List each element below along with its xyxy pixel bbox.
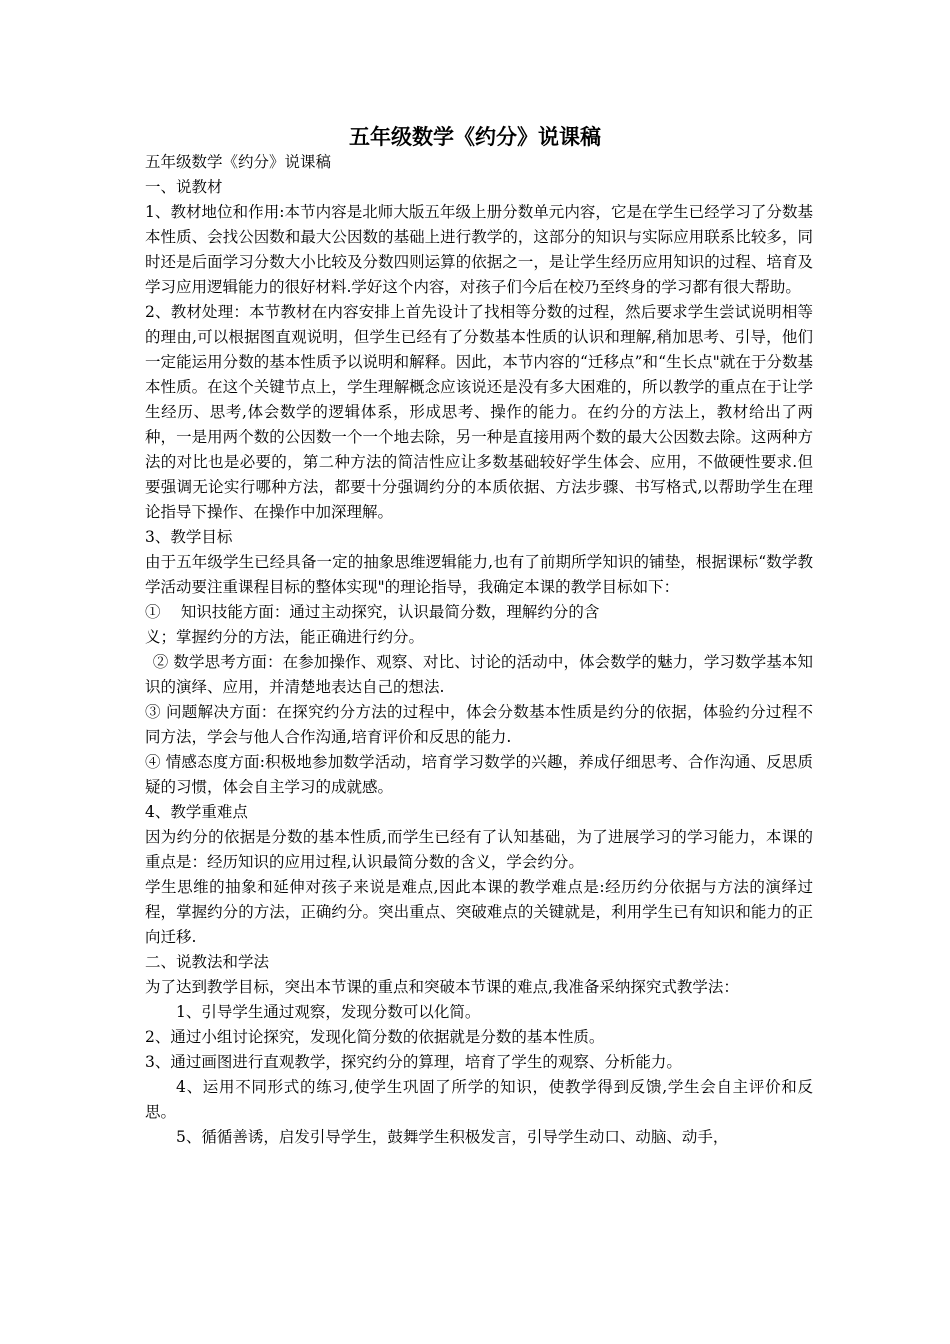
goal-item-2: ② 数学思考方面：在参加操作、观察、对比、讨论的活动中，体会数学的魅力，学习数学基本知识的演绎、应用，并清楚地表达自己的想法. [145, 653, 813, 696]
method-item-4: 4、运用不同形式的练习,使学生巩固了所学的知识，使教学得到反馈,学生会自主评价和反思。 [145, 1078, 813, 1121]
heading-key-points: 4、教学重难点 [145, 803, 248, 821]
method-item-2: 2、通过小组讨论探究，发现化简分数的依据就是分数的基本性质。 [145, 1028, 605, 1046]
goal-item-4: ④ 情感态度方面:积极地参加数学活动，培育学习数学的兴趣，养成仔细思考、合作沟通、反思质疑的习惯，体会自主学习的成就感。 [145, 753, 813, 796]
section-heading-methods: 二、说教法和学法 [145, 953, 270, 971]
heading-teaching-goals: 3、教学目标 [145, 528, 233, 546]
goal-item-1-continued: 义；掌握约分的方法，能正确进行约分。 [145, 628, 425, 646]
document-body [145, 150, 813, 1150]
section-heading-teaching-material: 一、说教材 [145, 178, 223, 196]
method-item-5: 5、循循善诱，启发引导学生，鼓舞学生积极发言，引导学生动口、动脑、动手， [176, 1128, 729, 1146]
goal-item-3: ③ 问题解决方面：在探究约分方法的过程中，体会分数基本性质是约分的依据，体验约分过程不同方法，学会与他人合作沟通,培育评价和反思的能力. [145, 703, 813, 746]
document-title: 五年级数学《约分》说课稿 [349, 125, 601, 149]
paragraph-goals-intro: 由于五年级学生已经具备一定的抽象思维逻辑能力,也有了前期所学知识的铺垫，根据课标“数学教学活动要注重课程目标的整体实现"的理论指导，我确定本课的教学目标如下： [145, 553, 813, 596]
paragraph-difficulties: 学生思维的抽象和延伸对孩子来说是难点,因此本课的教学难点是:经历约分依据与方法的演绎过程，掌握约分的方法，正确约分。突出重点、突破难点的关键就是，利用学生已有知识和能力的正向迁移. [145, 878, 813, 946]
goal-item-1: ① 知识技能方面：通过主动探究，认识最简分数，理解约分的含 [145, 603, 600, 621]
paragraph-material-handling: 2、教材处理：本节教材在内容安排上首先设计了找相等分数的过程，然后要求学生尝试说明相等的理由,可以根据图直观说明，但学生已经有了分数基本性质的认识和理解,稍加思考、引导，他们一定能运用分数的基本性质予以说明和解释。因此，本节内容的“迁移点”和“生长点"就在于分数基本性质。在这个关键节点上，学生理解概念应该说还是没有多大困难的，所以教学的重点在于让学生经历、思考,体会数学的逻辑体系，形成思考、操作的能力。在约分的方法上，教材给出了两种，一是用两个数的公因数一个一个地去除，另一种是直接用两个数的最大公因数去除。这两种方法的对比也是必要的，第二种方法的简洁性应让多数基础较好学生体会、应用，不做硬性要求.但要强调无论实行哪种方法，都要十分强调约分的本质依据、方法步骤、书写格式,以帮助学生在理论指导下操作、在操作中加深理解。 [145, 303, 813, 521]
subtitle-line: 五年级数学《约分》说课稿 [145, 153, 332, 171]
method-item-3: 3、通过画图进行直观教学，探究约分的算理，培育了学生的观察、分析能力。 [145, 1053, 682, 1071]
paragraph-key-points: 因为约分的依据是分数的基本性质,而学生已经有了认知基础，为了进展学习的学习能力，本课的重点是：经历知识的应用过程,认识最简分数的含义，学会约分。 [145, 828, 813, 871]
paragraph-material-role: 1、教材地位和作用:本节内容是北师大版五年级上册分数单元内容，它是在学生已经学习了分数基本性质、会找公因数和最大公因数的基础上进行教学的，这部分的知识与实际应用联系比较多，同时还是后面学习分数大小比较及分数四则运算的依据之一，是让学生经历应用知识的过程、培育及学习应用逻辑能力的很好材料.学好这个内容，对孩子们今后在校乃至终身的学习都有很大帮助。 [145, 203, 813, 296]
method-item-1: 1、引导学生通过观察，发现分数可以化简。 [176, 1003, 481, 1021]
paragraph-methods-intro: 为了达到教学目标，突出本节课的重点和突破本节课的难点,我准备采纳探究式教学法： [145, 978, 739, 996]
